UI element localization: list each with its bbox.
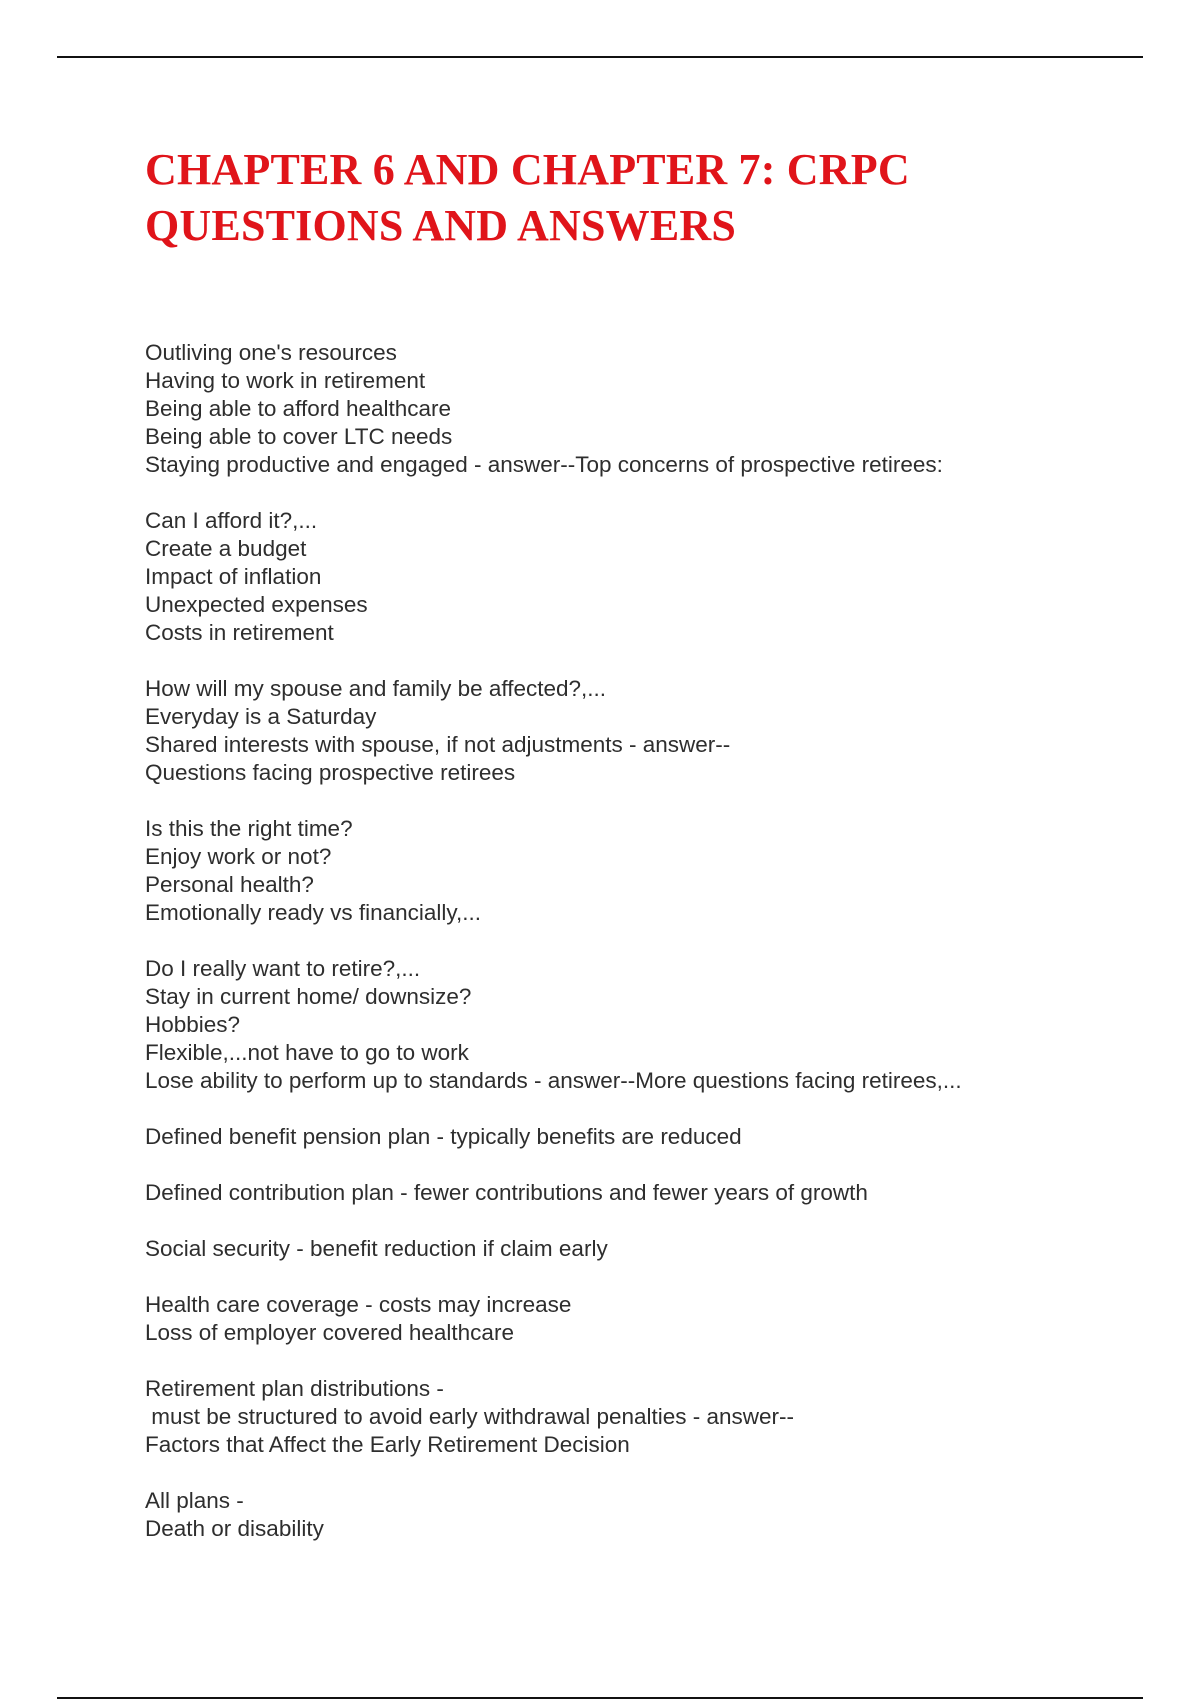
text-line: Outliving one's resources bbox=[145, 340, 397, 365]
text-block bbox=[145, 1123, 1125, 1151]
text-block bbox=[145, 815, 1125, 927]
text-line: Having to work in retirement bbox=[145, 368, 426, 393]
text-block bbox=[145, 1235, 1125, 1263]
text-block bbox=[145, 955, 1125, 1095]
text-line: Personal health? bbox=[145, 872, 314, 897]
text-line: Emotionally ready vs financially,... bbox=[145, 900, 481, 925]
document-body bbox=[145, 339, 1125, 1571]
text-block bbox=[145, 675, 1125, 787]
text-line: Staying productive and engaged - answer--Top concerns of prospective retirees: bbox=[145, 452, 943, 477]
text-line: Factors that Affect the Early Retirement Decision bbox=[145, 1432, 630, 1457]
text-line: Create a budget bbox=[145, 536, 307, 561]
text-line: Defined benefit pension plan - typically benefits are reduced bbox=[145, 1124, 742, 1149]
text-line: Health care coverage - costs may increase bbox=[145, 1292, 572, 1317]
text-line: Social security - benefit reduction if claim early bbox=[145, 1236, 608, 1261]
text-line: Retirement plan distributions - bbox=[145, 1376, 444, 1401]
text-line: Lose ability to perform up to standards - answer--More questions facing retirees,... bbox=[145, 1068, 962, 1093]
text-line: Enjoy work or not? bbox=[145, 844, 332, 869]
text-block bbox=[145, 1291, 1125, 1347]
text-line: Impact of inflation bbox=[145, 564, 322, 589]
text-line: Costs in retirement bbox=[145, 620, 334, 645]
top-rule bbox=[57, 56, 1143, 58]
text-line: Can I afford it?,... bbox=[145, 508, 318, 533]
text-block bbox=[145, 507, 1125, 647]
title-line-1: CHAPTER 6 AND CHAPTER 7: CRPC bbox=[145, 145, 910, 194]
text-line: Do I really want to retire?,... bbox=[145, 956, 421, 981]
text-block bbox=[145, 339, 1125, 479]
text-line: Hobbies? bbox=[145, 1012, 241, 1037]
text-line: All plans - bbox=[145, 1488, 244, 1513]
text-line: Stay in current home/ downsize? bbox=[145, 984, 472, 1009]
text-line: Loss of employer covered healthcare bbox=[145, 1320, 514, 1345]
text-line: Shared interests with spouse, if not adjustments - answer-- bbox=[145, 732, 731, 757]
text-line: Defined contribution plan - fewer contributions and fewer years of growth bbox=[145, 1180, 868, 1205]
text-line: How will my spouse and family be affected?,... bbox=[145, 676, 607, 701]
text-block bbox=[145, 1179, 1125, 1207]
text-line: Death or disability bbox=[145, 1516, 324, 1541]
text-line: Being able to afford healthcare bbox=[145, 396, 452, 421]
text-line: Unexpected expenses bbox=[145, 592, 368, 617]
text-line: Being able to cover LTC needs bbox=[145, 424, 453, 449]
bottom-rule bbox=[57, 1697, 1143, 1699]
title-line-2: QUESTIONS AND ANSWERS bbox=[145, 201, 737, 250]
text-line: Everyday is a Saturday bbox=[145, 704, 377, 729]
text-line: Questions facing prospective retirees bbox=[145, 760, 516, 785]
text-block bbox=[145, 1375, 1125, 1459]
text-line: must be structured to avoid early withdrawal penalties - answer-- bbox=[145, 1404, 795, 1429]
document-title bbox=[145, 142, 1045, 254]
text-line: Flexible,...not have to go to work bbox=[145, 1040, 469, 1065]
text-line: Is this the right time? bbox=[145, 816, 353, 841]
text-block bbox=[145, 1487, 1125, 1543]
